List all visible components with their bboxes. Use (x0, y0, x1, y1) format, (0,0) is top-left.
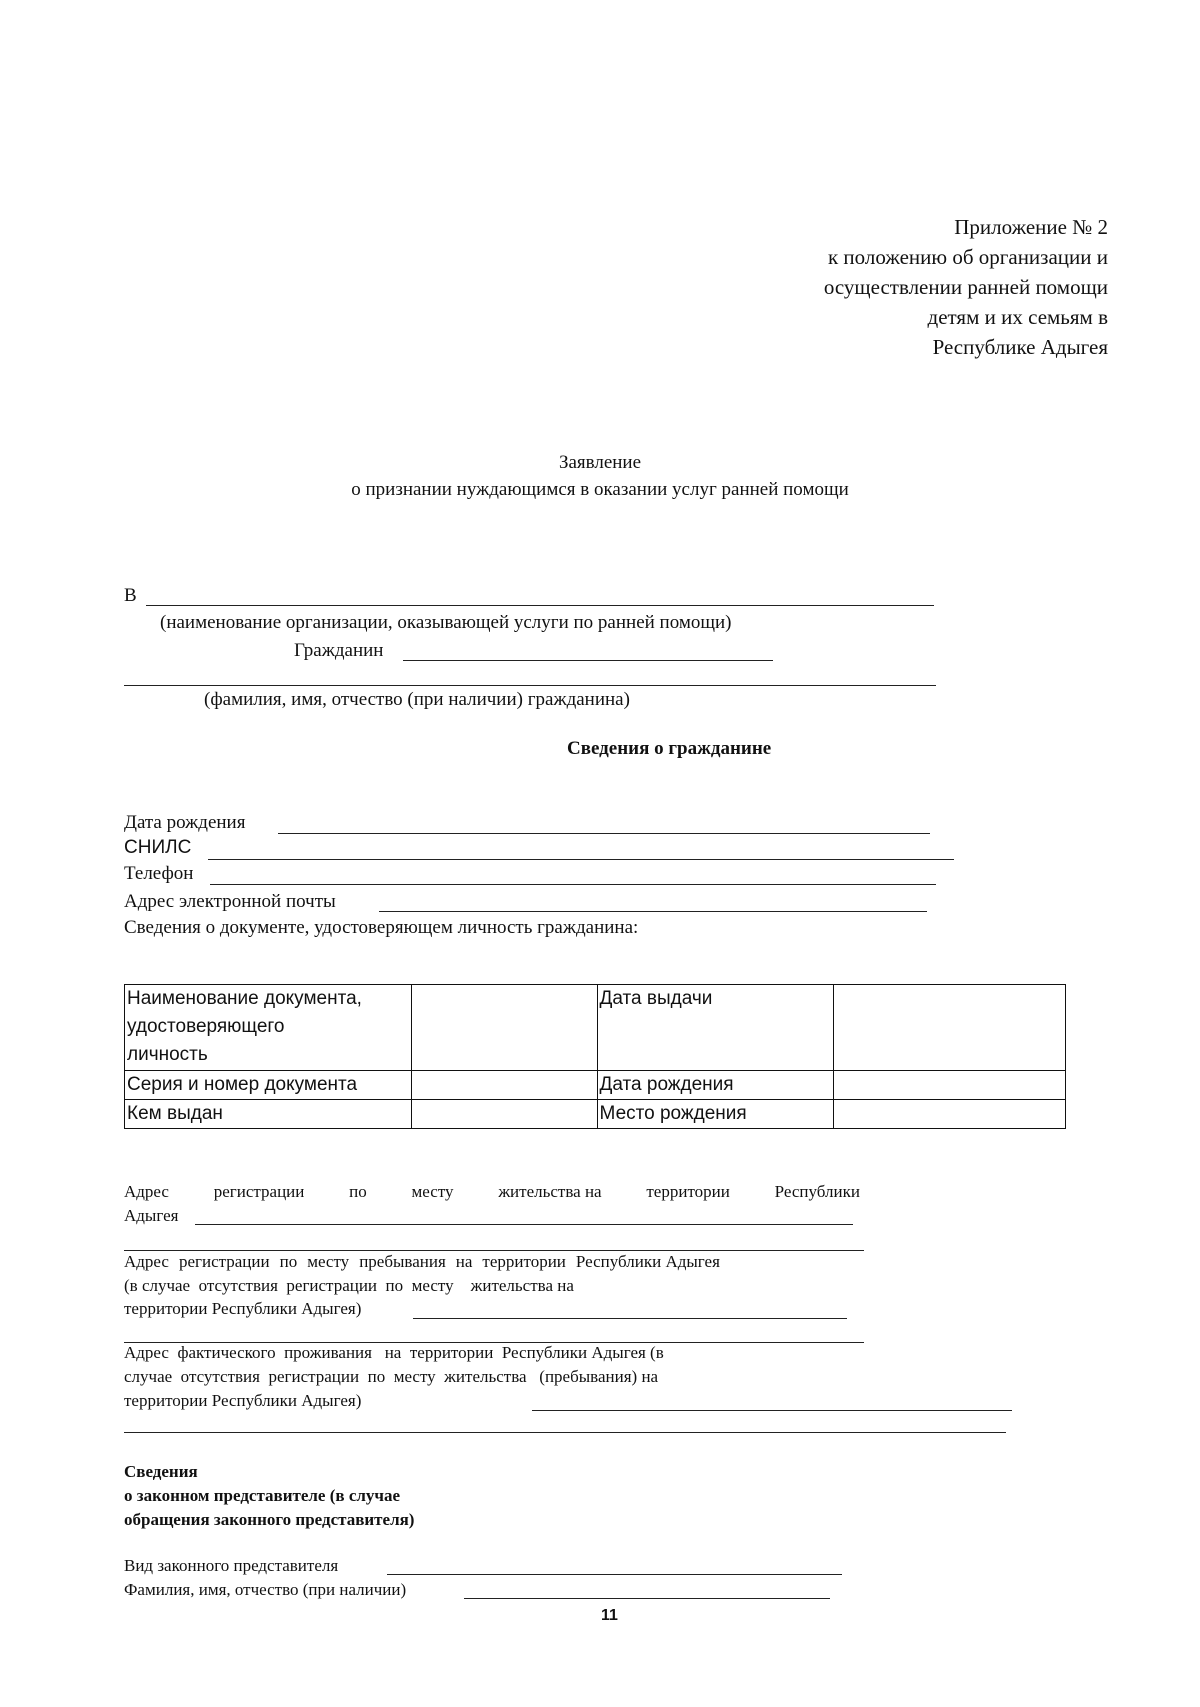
email-label: Адрес электронной почты (124, 891, 336, 912)
reg-stay-word: Республики Адыгея (575, 1252, 720, 1271)
representative-type-label: Вид законного представителя (124, 1556, 339, 1575)
representative-fio-label: Фамилия, имя, отчество (при наличии) (124, 1580, 407, 1599)
reg-stay-word: месту (307, 1252, 350, 1271)
actual-address-field-line-2[interactable] (124, 1432, 1006, 1433)
doc-name-label-1: Наименование документа, (127, 988, 362, 1009)
doc-name-value-cell[interactable] (411, 985, 597, 1071)
reg-residence-line-2: Адыгея (124, 1206, 179, 1225)
reg-stay-field-line[interactable] (413, 1318, 847, 1319)
citizen-caption: (фамилия, имя, отчество (при наличии) гражданина) (204, 689, 630, 710)
annex-block (824, 212, 1108, 362)
birth-place-label: Место рождения (599, 1103, 747, 1124)
addressee-prefix: В (124, 585, 137, 606)
snils-label: СНИЛС (124, 837, 192, 858)
doc-name-label-3: личность (127, 1044, 208, 1065)
actual-address-line-3: территории Республики Адыгея) (124, 1391, 362, 1410)
reg-stay-word: на (455, 1252, 473, 1271)
document-subtitle: о признании нуждающимся в оказании услуг ранней помощи (351, 479, 849, 500)
reg-stay-word: регистрации (178, 1252, 270, 1271)
doc-name-cell (125, 985, 412, 1071)
representative-fio-field-line[interactable] (464, 1598, 830, 1599)
document-title: Заявление (558, 452, 642, 473)
reg-residence-word: жительства на (498, 1182, 602, 1201)
reg-residence-word: Республики (774, 1182, 860, 1201)
birth-place-value-cell[interactable] (834, 1100, 1066, 1129)
birth-place-cell (597, 1100, 834, 1129)
table-birth-date-label: Дата рождения (599, 1074, 734, 1095)
issued-by-cell (125, 1100, 412, 1129)
reg-stay-line-2: (в случае отсутствия регистрации по месту жительства на (124, 1276, 574, 1295)
representative-heading-1: Сведения (124, 1462, 198, 1481)
reg-residence-word: территории (646, 1182, 730, 1201)
annex-line-2: к положению об организации и (827, 245, 1108, 269)
series-number-cell (125, 1071, 412, 1100)
id-document-table (124, 984, 1066, 1129)
table-birth-date-cell (597, 1071, 834, 1100)
reg-residence-line-1 (124, 1182, 860, 1202)
actual-address-line-1: Адрес фактического проживания на территории Республики Адыгея (в (124, 1343, 664, 1362)
phone-label: Телефон (124, 863, 194, 884)
citizen-label: Гражданин (294, 640, 384, 661)
annex-line-4: детям и их семьям в (927, 305, 1108, 329)
reg-stay-word: Адрес (124, 1252, 169, 1271)
reg-residence-word: месту (411, 1182, 454, 1201)
annex-line-5: Республике Адыгея (932, 335, 1108, 359)
reg-residence-field-line-2[interactable] (124, 1250, 864, 1251)
reg-stay-word: по (279, 1252, 298, 1271)
representative-heading-2: о законном представителе (в случае (124, 1486, 401, 1505)
actual-address-field-line[interactable] (532, 1410, 1012, 1411)
series-number-label: Серия и номер документа (127, 1074, 358, 1095)
series-number-value-cell[interactable] (411, 1071, 597, 1100)
birth-date-field-line[interactable] (278, 833, 930, 834)
citizen-section-heading: Сведения о гражданине (567, 738, 772, 759)
issue-date-cell (597, 985, 834, 1071)
reg-residence-word: регистрации (213, 1182, 305, 1201)
email-field-line[interactable] (379, 911, 927, 912)
organization-field-line[interactable] (146, 605, 934, 606)
snils-field-line[interactable] (208, 859, 954, 860)
reg-stay-line-3: территории Республики Адыгея) (124, 1299, 362, 1318)
issued-by-label: Кем выдан (127, 1103, 223, 1124)
reg-stay-word: пребывания (359, 1252, 446, 1271)
birth-date-label: Дата рождения (124, 812, 246, 833)
reg-residence-field-line[interactable] (195, 1224, 853, 1225)
table-row (125, 1100, 1066, 1129)
organization-caption: (наименование организации, оказывающей услуги по ранней помощи) (160, 612, 732, 633)
annex-line-3: осуществлении ранней помощи (823, 275, 1108, 299)
id-document-intro: Сведения о документе, удостоверяющем личность гражданина: (124, 917, 639, 938)
reg-residence-word: по (349, 1182, 367, 1201)
representative-heading-3: обращения законного представителя) (124, 1510, 415, 1529)
actual-address-line-2: случае отсутствия регистрации по месту жительства (пребывания) на (124, 1367, 659, 1386)
phone-field-line[interactable] (210, 884, 936, 885)
reg-stay-word: территории (482, 1252, 566, 1271)
issued-by-value-cell[interactable] (411, 1100, 597, 1129)
table-birth-date-value-cell[interactable] (834, 1071, 1066, 1100)
table-row (125, 1071, 1066, 1100)
citizen-name-line[interactable] (124, 685, 936, 686)
issue-date-label: Дата выдачи (599, 988, 713, 1009)
annex-line-1: Приложение № 2 (954, 215, 1108, 239)
page-number: 11 (601, 1607, 618, 1624)
citizen-field-line[interactable] (403, 660, 773, 661)
reg-stay-line-1 (124, 1252, 720, 1272)
issue-date-value-cell[interactable] (834, 985, 1066, 1071)
reg-residence-word: Адрес (124, 1182, 169, 1201)
representative-type-field-line[interactable] (387, 1574, 842, 1575)
table-row (125, 985, 1066, 1071)
doc-name-label-2: удостоверяющего (127, 1016, 285, 1037)
